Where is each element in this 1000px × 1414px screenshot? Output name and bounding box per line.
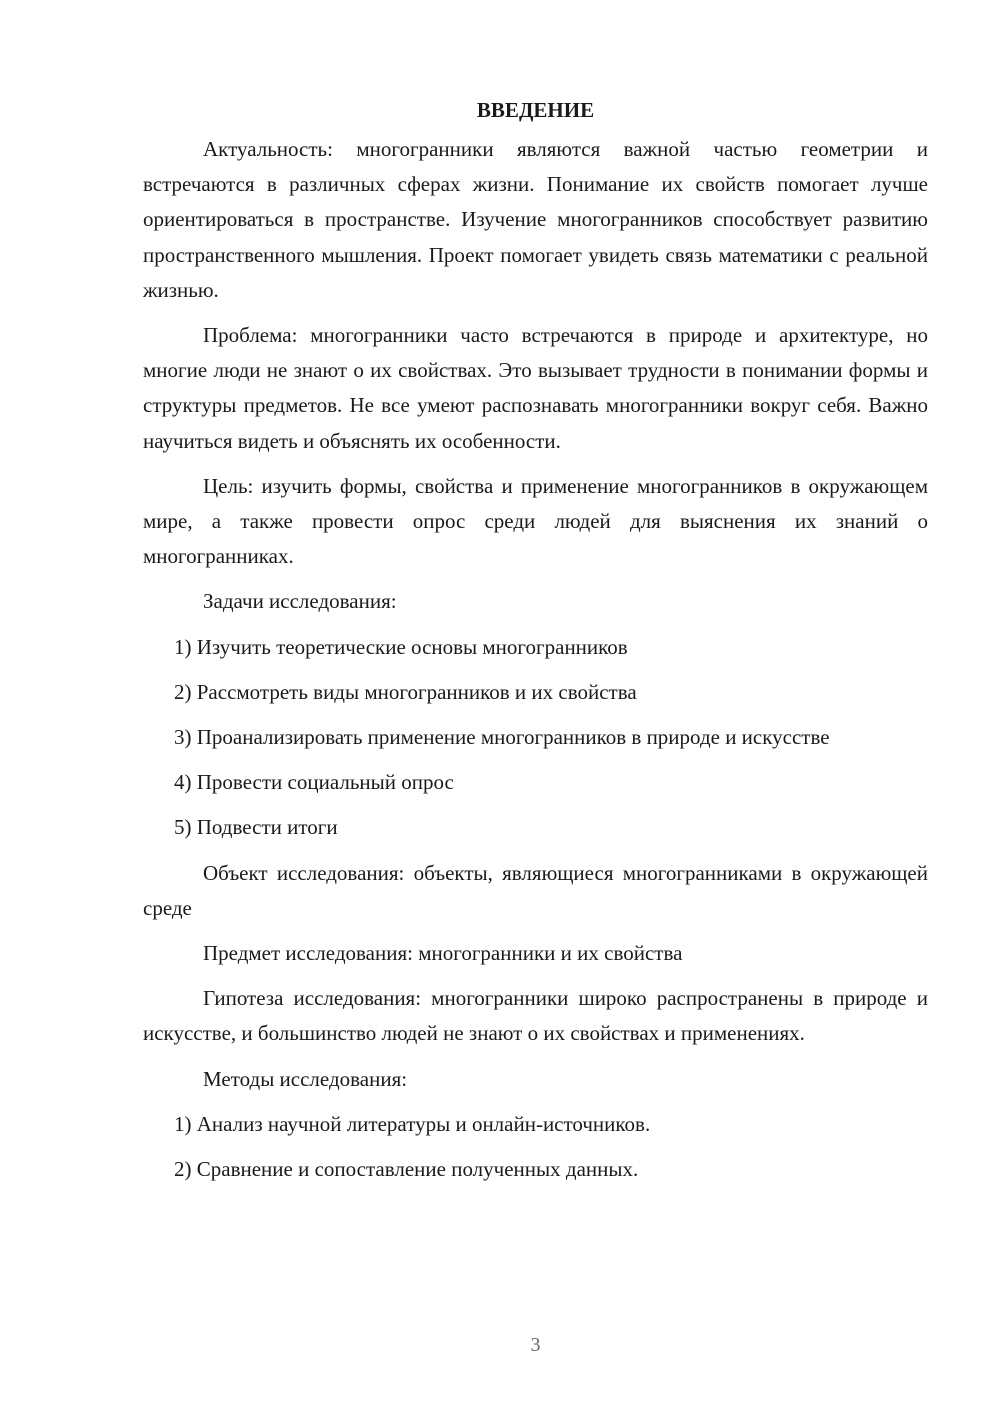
task-item: 3) Проанализировать применение многогранников в природе и искусстве [174, 725, 830, 750]
method-item: 2) Сравнение и сопоставление полученных данных. [174, 1157, 639, 1182]
page-title: ВВЕДЕНИЕ [476, 98, 595, 122]
subject-paragraph: Предмет исследования: многогранники и их свойства [203, 941, 683, 966]
object-paragraph: Объект исследования: объекты, являющиеся многогранниками в окружающей среде [143, 860, 928, 920]
tasks-heading: Задачи исследования: [203, 589, 397, 614]
problem-paragraph: Проблема: многогранники часто встречаются в природе и архитектуре, но многие люди не знают о их свойствах. Это вызывает трудности в понимании формы и структуры предметов. Не все умеют распознавать многогранники вокруг себя. Важно научиться видеть и объяснять их особенности. [143, 323, 928, 453]
task-item: 4) Провести социальный опрос [174, 770, 454, 795]
task-item: 1) Изучить теоретические основы многогранников [174, 634, 628, 659]
method-item: 1) Анализ научной литературы и онлайн-источников. [174, 1111, 651, 1136]
goal-paragraph: Цель: изучить формы, свойства и применение многогранников в окружающем мире, а также провести опрос среди людей для выяснения их знаний о многогранниках. [143, 473, 928, 569]
hypothesis-paragraph: Гипотеза исследования: многогранники широко распространены в природе и искусстве, и большинство людей не знают о их свойствах и применениях. [143, 986, 928, 1046]
relevance-paragraph: Актуальность: многогранники являются важной частью геометрии и встречаются в различных сферах жизни. Понимание их свойств помогает лучше ориентироваться в пространстве. Изучение многогранников способствует развитию пространственного мышления. Проект помогает увидеть связь математики с реальной жизнью. [143, 137, 928, 302]
task-item: 2) Рассмотреть виды многогранников и их свойства [174, 679, 637, 704]
page-number: 3 [530, 1334, 541, 1356]
methods-heading: Методы исследования: [203, 1066, 408, 1091]
task-item: 5) Подвести итоги [174, 815, 338, 840]
document-page [143, 92, 928, 1197]
